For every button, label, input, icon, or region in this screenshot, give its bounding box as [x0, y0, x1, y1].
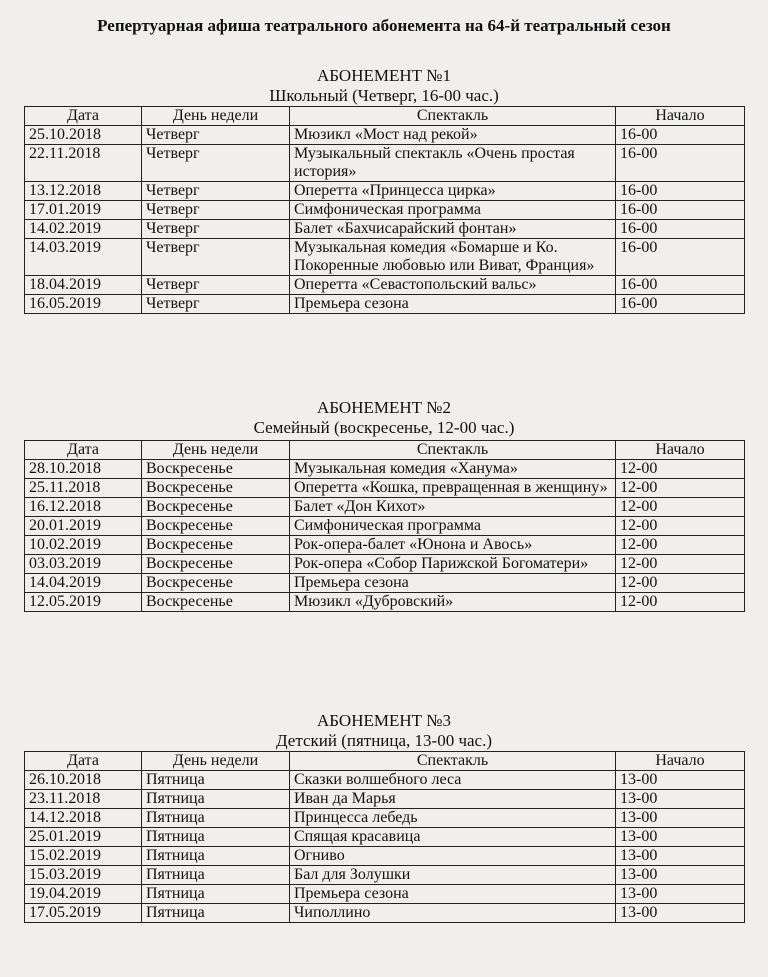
cell-date: 12.05.2019 [25, 593, 142, 612]
table-row [25, 809, 745, 828]
cell-start: 12-00 [616, 479, 745, 498]
cell-weekday: Четверг [142, 201, 290, 220]
cell-show: Рок-опера-балет «Юнона и Авось» [290, 536, 616, 555]
table-header-row [25, 441, 745, 460]
table-row [25, 201, 745, 220]
cell-weekday: Воскресенье [142, 479, 290, 498]
cell-weekday: Воскресенье [142, 536, 290, 555]
cell-show: Спящая красавица [290, 828, 616, 847]
cell-date: 17.05.2019 [25, 904, 142, 923]
cell-date: 14.12.2018 [25, 809, 142, 828]
table-row [25, 828, 745, 847]
cell-date: 22.11.2018 [25, 145, 142, 182]
cell-start: 16-00 [616, 126, 745, 145]
cell-start: 13-00 [616, 847, 745, 866]
cell-show: Оперетта «Принцесса цирка» [290, 182, 616, 201]
cell-date: 25.11.2018 [25, 479, 142, 498]
cell-start: 16-00 [616, 220, 745, 239]
table-row [25, 866, 745, 885]
cell-start: 13-00 [616, 809, 745, 828]
column-header-date: Дата [25, 441, 142, 460]
cell-show: Музыкальная комедия «Бомарше и Ко. Покоренные любовью или Виват, Франция» [290, 239, 616, 276]
table-row [25, 220, 745, 239]
cell-start: 12-00 [616, 460, 745, 479]
subscription-3-subheading: Детский (пятница, 13-00 час.) [275, 731, 493, 750]
cell-date: 16.05.2019 [25, 295, 142, 314]
table-row [25, 574, 745, 593]
page-title: Репертуарная афиша театрального абонемента на 64-й театральный сезон [97, 16, 671, 35]
subscription-1-subheading: Школьный (Четверг, 16-00 час.) [269, 86, 499, 105]
cell-show: Иван да Марья [290, 790, 616, 809]
table-row [25, 904, 745, 923]
cell-weekday: Четверг [142, 126, 290, 145]
column-header-start: Начало [616, 752, 745, 771]
cell-weekday: Пятница [142, 790, 290, 809]
cell-weekday: Четверг [142, 220, 290, 239]
subscription-1 [0, 66, 768, 106]
table-row [25, 498, 745, 517]
subscription-2 [0, 398, 768, 438]
cell-weekday: Воскресенье [142, 460, 290, 479]
cell-date: 15.02.2019 [25, 847, 142, 866]
cell-date: 15.03.2019 [25, 866, 142, 885]
table-row [25, 593, 745, 612]
column-header-start: Начало [616, 441, 745, 460]
cell-start: 12-00 [616, 498, 745, 517]
table-row [25, 555, 745, 574]
cell-start: 16-00 [616, 201, 745, 220]
cell-start: 12-00 [616, 517, 745, 536]
cell-show: Рок-опера «Собор Парижской Богоматери» [290, 555, 616, 574]
cell-start: 13-00 [616, 904, 745, 923]
cell-show: Оперетта «Кошка, превращенная в женщину» [290, 479, 616, 498]
cell-weekday: Пятница [142, 904, 290, 923]
subscription-1-table [24, 106, 745, 314]
cell-weekday: Воскресенье [142, 498, 290, 517]
cell-show: Мюзикл «Дубровский» [290, 593, 616, 612]
column-header-start: Начало [616, 107, 745, 126]
table-header-row [25, 752, 745, 771]
cell-show: Мюзикл «Мост над рекой» [290, 126, 616, 145]
cell-weekday: Воскресенье [142, 517, 290, 536]
cell-weekday: Четверг [142, 276, 290, 295]
cell-start: 12-00 [616, 536, 745, 555]
cell-start: 16-00 [616, 295, 745, 314]
subscription-3 [0, 711, 768, 751]
cell-date: 03.03.2019 [25, 555, 142, 574]
table-row [25, 182, 745, 201]
table-row [25, 126, 745, 145]
table-row [25, 536, 745, 555]
cell-weekday: Четверг [142, 145, 290, 182]
cell-start: 13-00 [616, 771, 745, 790]
cell-start: 16-00 [616, 145, 745, 182]
column-header-weekday: День недели [142, 752, 290, 771]
cell-start: 13-00 [616, 828, 745, 847]
column-header-show: Спектакль [290, 441, 616, 460]
table-row [25, 771, 745, 790]
cell-date: 14.02.2019 [25, 220, 142, 239]
cell-weekday: Пятница [142, 885, 290, 904]
cell-show: Премьера сезона [290, 295, 616, 314]
cell-show: Музыкальный спектакль «Очень простая история» [290, 145, 616, 182]
subscription-3-heading: АБОНЕМЕНТ №3 [317, 711, 451, 730]
cell-weekday: Пятница [142, 866, 290, 885]
cell-start: 13-00 [616, 790, 745, 809]
table-row [25, 517, 745, 536]
column-header-show: Спектакль [290, 752, 616, 771]
cell-show: Сказки волшебного леса [290, 771, 616, 790]
cell-weekday: Воскресенье [142, 574, 290, 593]
cell-weekday: Четверг [142, 295, 290, 314]
cell-weekday: Воскресенье [142, 555, 290, 574]
cell-weekday: Четверг [142, 182, 290, 201]
cell-start: 12-00 [616, 555, 745, 574]
column-header-weekday: День недели [142, 441, 290, 460]
cell-show: Принцесса лебедь [290, 809, 616, 828]
subscription-2-table [24, 440, 745, 612]
cell-show: Премьера сезона [290, 885, 616, 904]
cell-date: 16.12.2018 [25, 498, 142, 517]
subscription-2-subheading: Семейный (воскресенье, 12-00 час.) [253, 418, 515, 437]
cell-date: 13.12.2018 [25, 182, 142, 201]
table-row [25, 885, 745, 904]
cell-start: 13-00 [616, 885, 745, 904]
cell-weekday: Пятница [142, 771, 290, 790]
table-row [25, 460, 745, 479]
cell-show: Бал для Золушки [290, 866, 616, 885]
cell-date: 10.02.2019 [25, 536, 142, 555]
cell-show: Балет «Бахчисарайский фонтан» [290, 220, 616, 239]
table-row [25, 295, 745, 314]
table-row [25, 145, 745, 182]
column-header-date: Дата [25, 107, 142, 126]
cell-date: 19.04.2019 [25, 885, 142, 904]
cell-date: 28.10.2018 [25, 460, 142, 479]
cell-date: 18.04.2019 [25, 276, 142, 295]
subscription-3-table [24, 751, 745, 923]
table-header-row [25, 107, 745, 126]
cell-weekday: Воскресенье [142, 593, 290, 612]
column-header-show: Спектакль [290, 107, 616, 126]
table-row [25, 276, 745, 295]
cell-date: 14.04.2019 [25, 574, 142, 593]
cell-show: Музыкальная комедия «Ханума» [290, 460, 616, 479]
cell-start: 16-00 [616, 276, 745, 295]
cell-start: 12-00 [616, 593, 745, 612]
cell-show: Симфоническая программа [290, 517, 616, 536]
cell-start: 13-00 [616, 866, 745, 885]
table-row [25, 239, 745, 276]
cell-show: Симфоническая программа [290, 201, 616, 220]
cell-weekday: Пятница [142, 828, 290, 847]
cell-date: 26.10.2018 [25, 771, 142, 790]
cell-weekday: Пятница [142, 809, 290, 828]
cell-date: 23.11.2018 [25, 790, 142, 809]
cell-show: Балет «Дон Кихот» [290, 498, 616, 517]
cell-date: 25.10.2018 [25, 126, 142, 145]
cell-date: 17.01.2019 [25, 201, 142, 220]
cell-date: 20.01.2019 [25, 517, 142, 536]
cell-date: 14.03.2019 [25, 239, 142, 276]
table-row [25, 790, 745, 809]
table-row [25, 479, 745, 498]
cell-weekday: Пятница [142, 847, 290, 866]
cell-start: 12-00 [616, 574, 745, 593]
cell-show: Огниво [290, 847, 616, 866]
cell-weekday: Четверг [142, 239, 290, 276]
cell-start: 16-00 [616, 239, 745, 276]
table-row [25, 847, 745, 866]
cell-date: 25.01.2019 [25, 828, 142, 847]
column-header-date: Дата [25, 752, 142, 771]
column-header-weekday: День недели [142, 107, 290, 126]
subscription-1-heading: АБОНЕМЕНТ №1 [317, 66, 451, 85]
cell-show: Чиполлино [290, 904, 616, 923]
cell-start: 16-00 [616, 182, 745, 201]
cell-show: Премьера сезона [290, 574, 616, 593]
cell-show: Оперетта «Севастопольский вальс» [290, 276, 616, 295]
subscription-2-heading: АБОНЕМЕНТ №2 [317, 398, 451, 417]
